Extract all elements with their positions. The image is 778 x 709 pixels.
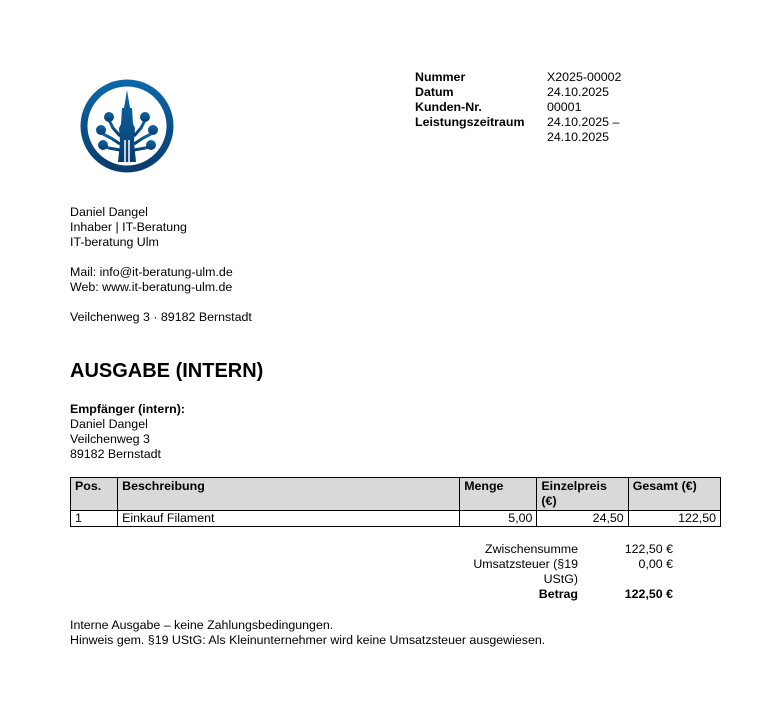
amount-row xyxy=(440,587,673,602)
col-header-total: Gesamt (€) xyxy=(628,478,720,511)
amount-value: 122,50 € xyxy=(624,587,673,601)
sender-block xyxy=(70,205,252,325)
footer-notes xyxy=(70,618,545,648)
sender-address: Veilchenweg 3 · 89182 Bernstadt xyxy=(70,310,252,324)
service-period-end: 24.10.2025 xyxy=(547,130,610,144)
items-table xyxy=(70,477,721,527)
cell-unit-price: 24,50 xyxy=(537,511,628,527)
tree-circuit-cathedral-icon xyxy=(79,78,175,174)
meta-row-customer-number xyxy=(415,100,647,115)
tax-label: Umsatzsteuer (§19 UStG) xyxy=(473,557,578,586)
recipient-block xyxy=(70,402,185,462)
tax-row xyxy=(440,557,673,587)
meta-value: X2025-00002 xyxy=(547,70,622,84)
sender-mail: Mail: info@it-beratung-ulm.de xyxy=(70,265,233,279)
meta-row-service-period xyxy=(415,115,647,145)
cell-total: 122,50 xyxy=(628,511,720,527)
col-header-description: Beschreibung xyxy=(118,478,460,511)
cell-quantity: 5,00 xyxy=(460,511,537,527)
meta-key: Leistungszeitraum xyxy=(415,115,525,129)
sender-web: Web: www.it-beratung-ulm.de xyxy=(70,280,233,294)
table-header-row xyxy=(71,478,721,511)
meta-row-date xyxy=(415,85,647,100)
sender-name: Daniel Dangel xyxy=(70,205,148,219)
subtotal-label: Zwischensumme xyxy=(485,542,578,556)
col-header-pos: Pos. xyxy=(71,478,118,511)
meta-value: 24.10.2025 xyxy=(547,85,610,99)
amount-label: Betrag xyxy=(538,587,578,601)
sender-company: IT-beratung Ulm xyxy=(70,235,159,249)
cell-pos: 1 xyxy=(71,511,118,527)
meta-key: Datum xyxy=(415,85,454,99)
table-row xyxy=(71,511,721,527)
recipient-street: Veilchenweg 3 xyxy=(70,432,150,446)
recipient-name: Daniel Dangel xyxy=(70,417,148,431)
meta-value xyxy=(547,115,647,145)
recipient-city: 89182 Bernstadt xyxy=(70,447,161,461)
meta-key: Nummer xyxy=(415,70,466,84)
recipient-label: Empfänger (intern): xyxy=(70,402,185,416)
tax-value: 0,00 € xyxy=(638,557,673,571)
meta-value: 00001 xyxy=(547,100,582,114)
meta-row-number xyxy=(415,70,647,85)
totals-block xyxy=(440,542,673,602)
subtotal-row xyxy=(440,542,673,557)
company-logo xyxy=(79,78,175,174)
note-tax-hint: Hinweis gem. §19 UStG: Als Kleinunternehmer wird keine Umsatzsteuer ausgewiesen. xyxy=(70,633,546,647)
meta-key: Kunden-Nr. xyxy=(415,100,482,114)
col-header-unit-price: Einzelpreis (€) xyxy=(537,478,628,511)
service-period-start: 24.10.2025 – xyxy=(547,115,620,129)
note-internal: Interne Ausgabe – keine Zahlungsbedingungen. xyxy=(70,618,334,632)
cell-description: Einkauf Filament xyxy=(118,511,460,527)
subtotal-value: 122,50 € xyxy=(624,542,673,556)
sender-role: Inhaber | IT-Beratung xyxy=(70,220,187,234)
page-title: AUSGABE (INTERN) xyxy=(70,360,264,382)
document-meta xyxy=(415,70,647,145)
col-header-quantity: Menge xyxy=(460,478,537,511)
